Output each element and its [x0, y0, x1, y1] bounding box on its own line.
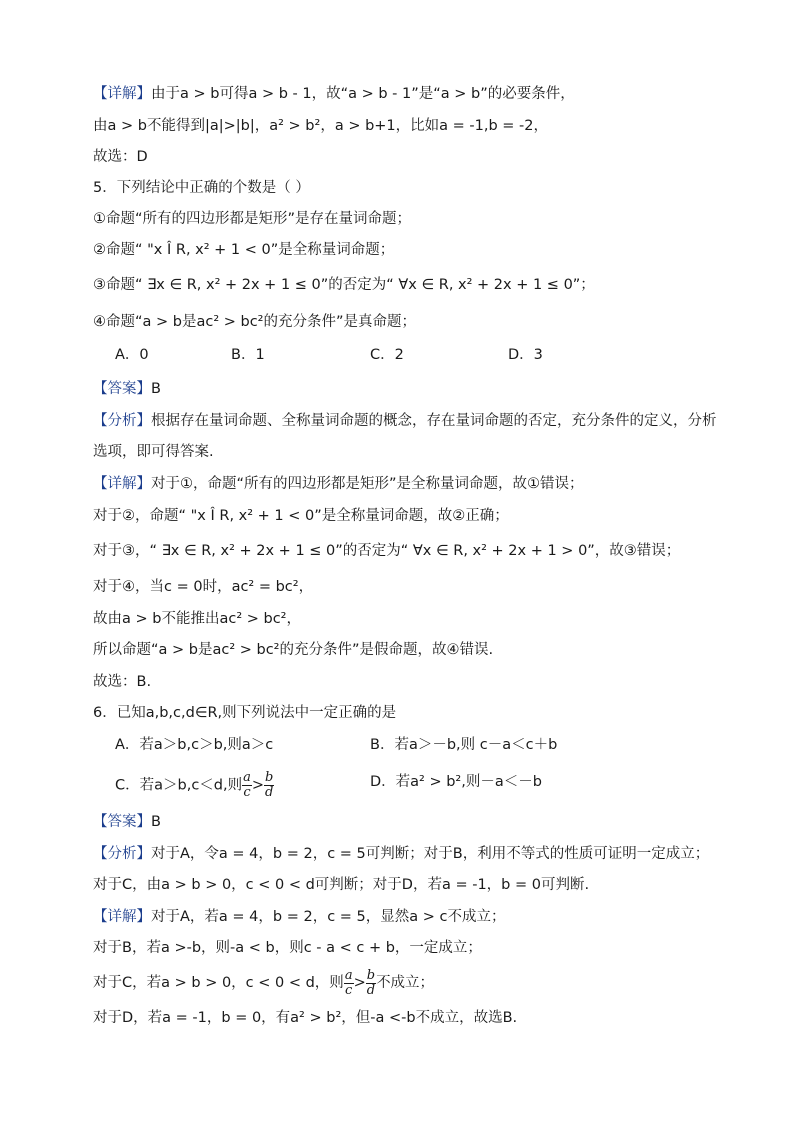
- line-text: 对于①，命题“所有的四边形都是矩形”是全称量词命题，故①错误；: [151, 476, 584, 492]
- section-tag: 【分析】: [93, 413, 151, 429]
- option-a: A．0: [115, 347, 149, 363]
- text-line: [93, 608, 734, 630]
- answer-5: [93, 378, 734, 400]
- line-text: 对于B，若a >-b，则-a < b，则c - a < c + b，一定成立；: [93, 940, 482, 956]
- statement-3: [93, 274, 734, 296]
- relation: >: [251, 777, 265, 794]
- fraction-numerator: a: [243, 770, 251, 785]
- text-line: [93, 576, 734, 598]
- option-b: B．若a＞－b,则 c－a＜c＋b: [370, 737, 558, 753]
- line-text: 不成立；: [376, 975, 435, 991]
- analysis-6: [93, 843, 734, 865]
- section-tag: 【详解】: [93, 476, 151, 492]
- text-line: [93, 115, 734, 137]
- line-text: 6．已知a,b,c,d∈R,则下列说法中一定正确的是: [93, 705, 397, 721]
- option-a: A．若a＞b,c＞b,则a＞c: [115, 737, 274, 753]
- section-tag: 【详解】: [93, 86, 151, 102]
- line-text: 根据存在量词命题、全称量词命题的概念，存在量词命题的否定，充分条件的定义，分析: [151, 413, 717, 429]
- line-text: 由于a > b可得a > b - 1，故“a > b - 1”是“a > b”的必要条件，: [151, 86, 575, 102]
- fraction: [344, 969, 354, 998]
- question-5-options: [93, 344, 693, 366]
- section-tag: 【答案】: [93, 814, 151, 830]
- text-line: [93, 937, 734, 959]
- option-d: D．3: [508, 347, 543, 363]
- text-line: [93, 83, 734, 105]
- fraction-numerator: a: [344, 967, 353, 983]
- line-text: ④命题“a > b是ac² > bc²的充分条件”是真命题；: [93, 314, 417, 330]
- section-tag: 【分析】: [93, 846, 151, 862]
- fraction-denominator: c: [345, 982, 353, 998]
- line-text: 选项，即可得答案.: [93, 444, 214, 460]
- section-tag: 【详解】: [93, 909, 151, 925]
- text-line: [93, 874, 734, 896]
- statement-1: [93, 208, 734, 230]
- line-text: 对于C，由a > b > 0，c < 0 < d可判断；对于D，若a = -1，b = 0可判断.: [93, 877, 590, 893]
- text-line: [93, 540, 734, 562]
- section-tag: 【答案】: [93, 381, 151, 397]
- fraction-denominator: c: [243, 785, 251, 800]
- fraction: [366, 969, 376, 998]
- text-line: [93, 505, 734, 527]
- fraction: [242, 771, 252, 800]
- text-line: [93, 639, 734, 661]
- fraction-numerator: b: [366, 967, 376, 983]
- fraction-denominator: d: [366, 982, 376, 998]
- option-c: C．2: [370, 347, 404, 363]
- line-text: 对于C，若a > b > 0，c < 0 < d，则: [93, 975, 344, 991]
- option-b: B．1: [231, 347, 265, 363]
- answer-6: [93, 811, 734, 833]
- fraction: [264, 771, 274, 800]
- line-text: ①命题“所有的四边形都是矩形”是存在量词命题；: [93, 211, 412, 227]
- detail-6: [93, 906, 734, 928]
- statement-4: [93, 311, 734, 333]
- line-text: ②命题“ "x Î R, x² + 1 < 0”是全称量词命题；: [93, 242, 395, 258]
- line-text: 对于④，当c = 0时，ac² = bc²，: [93, 579, 314, 595]
- line-text: 故选：B.: [93, 674, 152, 690]
- fraction-numerator: b: [265, 770, 274, 785]
- statement-2: [93, 239, 734, 261]
- fraction-denominator: d: [265, 785, 274, 800]
- text-line: [93, 1007, 734, 1029]
- analysis-5: [93, 410, 734, 432]
- line-text: 故选：D: [93, 149, 148, 165]
- question-6-options-row2: [93, 764, 693, 800]
- line-text: 对于A，令a = 4，b = 2，c = 5可判断；对于B，利用不等式的性质可证明一定成立；: [151, 846, 710, 862]
- text-line: [93, 671, 734, 693]
- question-6-stem: [93, 702, 734, 724]
- option-c-prefix: C．若a＞b,c＜d,则: [115, 777, 243, 794]
- text-line: [93, 966, 734, 1000]
- line-text: 5．下列结论中正确的个数是（ ）: [93, 180, 310, 196]
- text-line: [93, 441, 734, 463]
- detail-5: [93, 473, 734, 495]
- question-6-options-row1: [93, 734, 693, 756]
- line-text: B: [151, 814, 161, 830]
- line-text: ③命题“ ∃x ∈ R, x² + 2x + 1 ≤ 0”的否定为“ ∀x ∈ R, x² + 2x + 1 ≤ 0”；: [93, 277, 595, 293]
- option-d: D．若a² > b²,则－a＜－b: [370, 774, 542, 790]
- line-text: B: [151, 381, 161, 397]
- relation: >: [353, 975, 366, 991]
- option-c: [115, 771, 274, 800]
- line-text: 对于A，若a = 4，b = 2，c = 5，显然a > c不成立；: [151, 909, 506, 925]
- line-text: 对于③，“ ∃x ∈ R, x² + 2x + 1 ≤ 0”的否定为“ ∀x ∈ R, x² + 2x + 1 > 0”，故③错误；: [93, 543, 681, 559]
- line-text: 对于②，命题“ "x Î R, x² + 1 < 0”是全称量词命题，故②正确；: [93, 508, 509, 524]
- line-text: 对于D，若a = -1，b = 0，有a² > b²，但-a <-b不成立，故选B.: [93, 1010, 518, 1026]
- line-text: 所以命题“a > b是ac² > bc²的充分条件”是假命题，故④错误.: [93, 642, 494, 658]
- line-text: 由a > b不能得到|a|>|b|，a² > b²，a > b+1，比如a = -1,b = -2，: [93, 118, 549, 134]
- text-line: [93, 146, 734, 168]
- line-text: 故由a > b不能推出ac² > bc²，: [93, 611, 301, 627]
- question-5-stem: [93, 177, 734, 199]
